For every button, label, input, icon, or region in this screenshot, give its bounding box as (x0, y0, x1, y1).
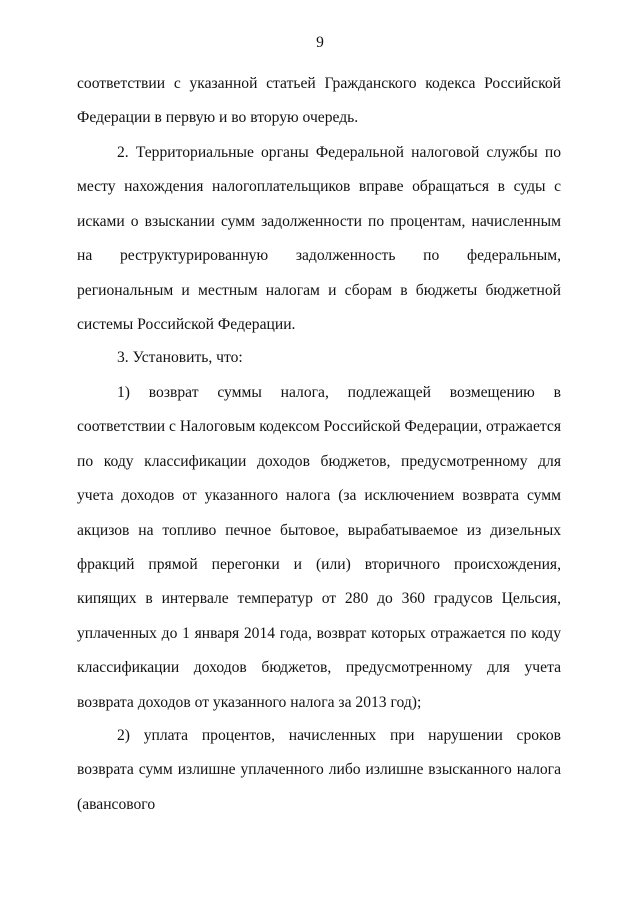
paragraph-subitem-1: 1) возврат суммы налога, подлежащей возмещению в соответствии с Налоговым кодексом Российской Федерации, отражается по коду классификации доходов бюджетов, предусмотренному для учета доходов от указанного налога (за исключением возврата сумм акцизов на топливо печное бытовое, вырабатываемое из дизельных фракций прямой перегонки и (или) вторичного происхождения, кипящих в интервале температур от 280 до 360 градусов Цельсия, уплаченных до 1 января 2014 года, возврат которых отражается по коду классификации доходов бюджетов, предусмотренному для учета возврата доходов от указанного налога за 2013 год); (77, 384, 561, 711)
page-number: 9 (316, 34, 324, 51)
paragraph-continuation: соответствии с указанной статьей Гражданского кодекса Российской Федерации в первую и во вторую очередь. (77, 75, 561, 127)
paragraph-item-3: 3. Установить, что: (117, 349, 243, 366)
paragraph-item-2: 2. Территориальные органы Федеральной налоговой службы по месту нахождения налогоплательщиков вправе обращаться в суды с исками о взыскании сумм задолженности по процентам, начисленным на реструктурированную задолженность по федеральным, региональным и местным налогам и сборам в бюджеты бюджетной системы Российской Федерации. (77, 144, 561, 334)
paragraph-subitem-2: 2) уплата процентов, начисленных при нарушении сроков возврата сумм излишне уплаченного либо излишне взысканного налога (авансового (77, 727, 561, 813)
